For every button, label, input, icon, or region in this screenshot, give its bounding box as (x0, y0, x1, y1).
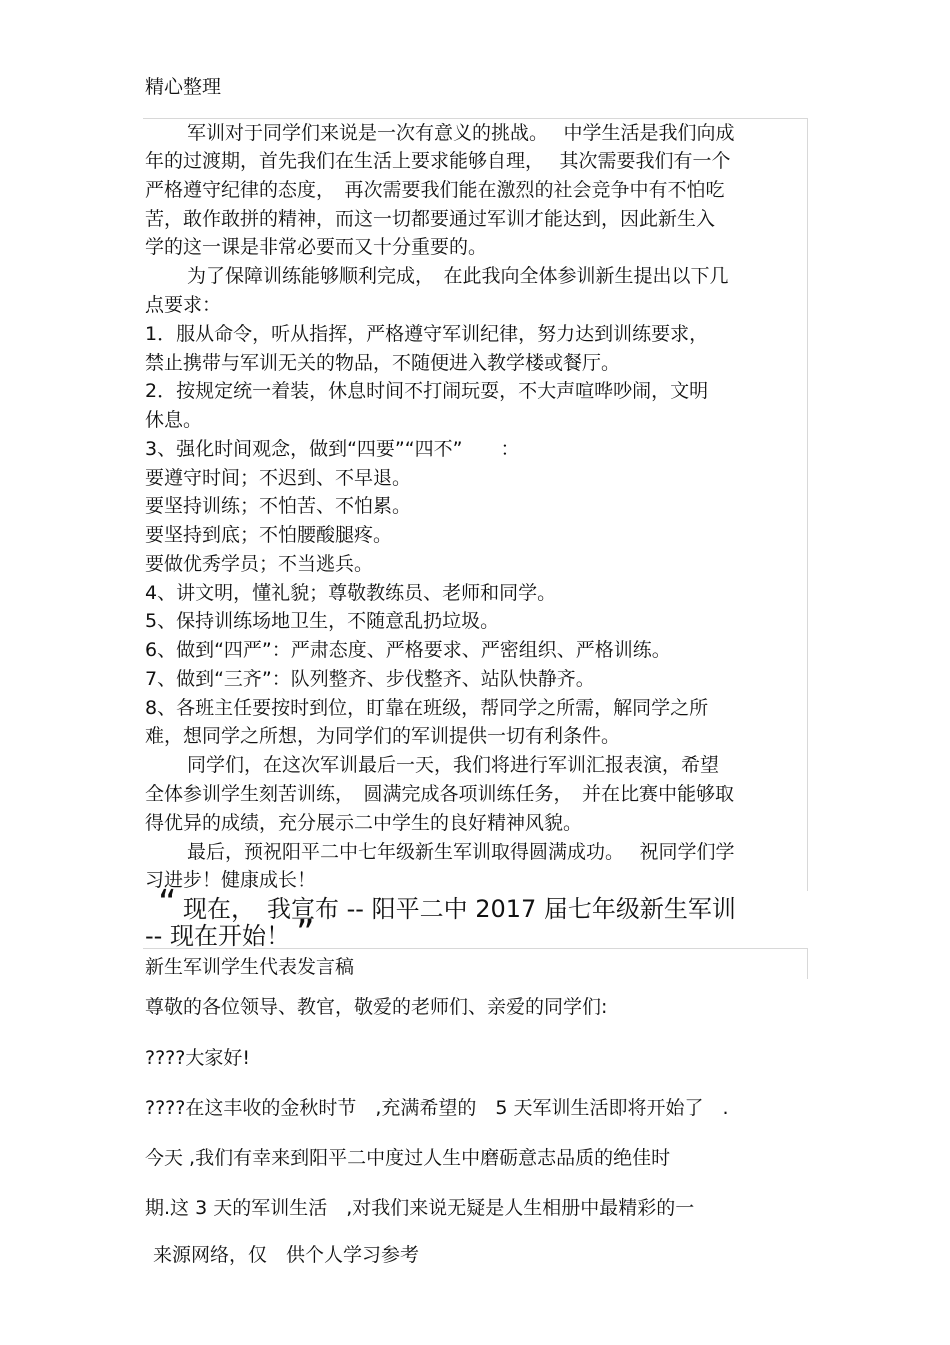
rule-item: 8、各班主任要按时到位，盯靠在班级，帮同学之所需，解同学之所 (145, 697, 709, 719)
speech-line: 期.这 3 天的军训生活 ,对我们来说无疑是人生相册中最精彩的一 (145, 1197, 695, 1219)
paragraph-line: 习进步！健康成长！ (145, 869, 317, 891)
rule-item: 要做优秀学员；不当逃兵。 (145, 553, 374, 575)
page-header: 精心整理 (145, 76, 222, 98)
paragraph-line: 军训对于同学们来说是一次有意义的挑战。 中学生活是我们向成 (187, 122, 735, 144)
rule-item: 禁止携带与军训无关的物品，不随便进入教学楼或餐厅。 (145, 352, 621, 374)
paragraph-line: 为了保障训练能够顺利完成， 在此我向全体参训新生提出以下几 (187, 265, 729, 287)
rule-item: 要坚持训练；不怕苦、不怕累。 (145, 495, 412, 517)
speech-title: 新生军训学生代表发言稿 (145, 956, 355, 978)
speech-line: ????在这丰收的金秋时节 ,充满希望的 5 天军训生活即将开始了 . (145, 1097, 729, 1119)
rule-item: 1．服从命令，听从指挥，严格遵守军训纪律，努力达到训练要求， (145, 323, 709, 345)
speech-line: 尊敬的各位领导、教官，敬爱的老师们、亲爱的同学们: (145, 996, 608, 1018)
rule-item: 2．按规定统一着装，休息时间不打闹玩耍，不大声喧哗吵闹，文明 (145, 380, 709, 402)
rule-item: 休息。 (145, 409, 203, 431)
rule-item: 难，想同学之所想，为同学们的军训提供一切有利条件。 (145, 725, 621, 747)
paragraph-line: 全体参训学生刻苦训练， 圆满完成各项训练任务， 并在比赛中能够取 (145, 783, 735, 805)
paragraph-line: 同学们，在这次军训最后一天，我们将进行军训汇报表演，希望 (187, 754, 720, 776)
rule-item: 6、做到“四严”：严肃态度、严格要求、严密组织、严格训练。 (145, 639, 671, 661)
paragraph-line: 学的这一课是非常必要而又十分重要的。 (145, 236, 488, 258)
speech-line: ????大家好! (145, 1047, 250, 1069)
announcement-close-quote: ” (296, 913, 315, 954)
page-footer: 来源网络，仅 供个人学习参考 (153, 1244, 420, 1266)
rule-item: 3、强化时间观念，做到“四要”“四不” ： (145, 438, 520, 460)
announcement-line: -- 现在开始！ (145, 922, 290, 950)
announcement-line: 现在， 我宣布 -- 阳平二中 2017 届七年级新生军训 (183, 895, 736, 923)
paragraph-line: 年的过渡期，首先我们在生活上要求能够自理， 其次需要我们有一个 (145, 150, 731, 172)
paragraph-line: 得优异的成绩，充分展示二中学生的良好精神风貌。 (145, 812, 583, 834)
rule-item: 要遵守时间；不迟到、不早退。 (145, 467, 412, 489)
paragraph-line: 最后，预祝阳平二中七年级新生军训取得圆满成功。 祝同学们学 (187, 841, 735, 863)
rule-item: 要坚持到底；不怕腰酸腿疼。 (145, 524, 393, 546)
rule-item: 5、保持训练场地卫生，不随意乱扔垃圾。 (145, 610, 500, 632)
rule-item: 4、讲文明，懂礼貌；尊敬教练员、老师和同学。 (145, 582, 557, 604)
paragraph-line: 点要求： (145, 294, 222, 316)
paragraph-line: 严格遵守纪律的态度， 再次需要我们能在激烈的社会竞争中有不怕吃 (145, 179, 725, 201)
rule-item: 7、做到“三齐”：队列整齐、步伐整齐、站队快静齐。 (145, 668, 595, 690)
speech-line: 今天 ,我们有幸来到阳平二中度过人生中磨砺意志品质的绝佳时 (145, 1147, 671, 1169)
paragraph-line: 苦，敢作敢拼的精神，而这一切都要通过军训才能达到，因此新生入 (145, 208, 716, 230)
announcement-open-quote: “ (158, 883, 177, 924)
